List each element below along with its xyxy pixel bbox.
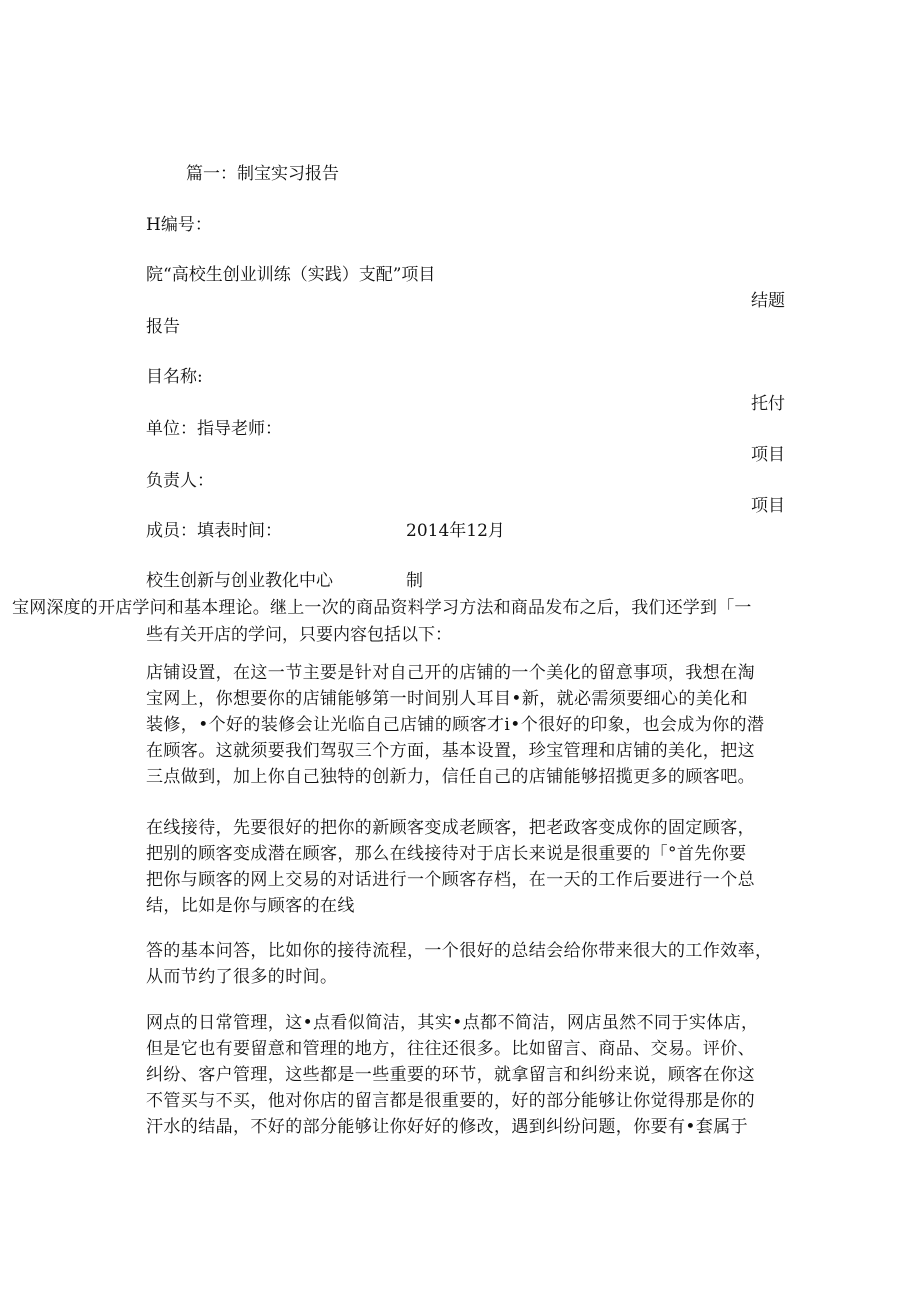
date-value: 2014年12月 <box>406 521 505 541</box>
unit-teacher-label: 单位：指导老师： <box>146 419 282 439</box>
paragraph-store-settings <box>146 660 764 790</box>
paragraph-line: 不管买与不买，他对你店的留言都是很重要的，好的部分能够让你觉得那是你的 <box>146 1091 755 1111</box>
number-label: H编号： <box>146 215 212 235</box>
right-label-tuofu: 托付 <box>751 394 785 414</box>
project-line: 院“高校生创业训练（实践）支配”项目 <box>146 265 436 285</box>
person-in-charge-label: 负责人： <box>146 471 214 491</box>
paragraph-line: 三点做到，加上你自己独特的创新力，信任自己的店铺能够招揽更多的顾客吧。 <box>146 767 755 787</box>
paragraph-line: 但是它也有要留意和管理的地方，往往还很多。比如留言、商品、交易。评价、 <box>146 1039 755 1059</box>
paragraph-line: 装修，•个好的装修会让光临自己店铺的顾客才i•个很好的印象，也会成为你的潜 <box>146 715 765 735</box>
paragraph-line: 店铺设置，在这一节主要是针对自己开的店铺的一个美化的留意事项，我想在淘 <box>146 663 755 683</box>
item-name-label: 目名称: <box>146 367 203 387</box>
paragraph-qa <box>146 938 772 990</box>
center-label: 校生创新与创业教化中心 <box>146 571 333 591</box>
paragraph-line: 在顾客。这就须要我们驾驭三个方面，基本设置，珍宝管理和店铺的美化，把这 <box>146 741 755 761</box>
paragraph-line: 结，比如是你与顾客的在线 <box>146 896 355 916</box>
paragraph-line: 答的基本问答，比如你的接待流程，一个很好的总结会给你带来很大的工作效率， <box>146 941 773 961</box>
right-label-xiangmu-1: 项目 <box>751 445 785 465</box>
paragraph-line: 汗水的结晶，不好的部分能够让你好好的修改，遇到纠纷问题，你要有•套属于 <box>146 1117 749 1137</box>
made-label: 制 <box>406 571 423 591</box>
paragraph-line: 把你与顾客的网上交易的对话进行一个顾客存档，在一天的工作后要进行一个总 <box>146 870 755 890</box>
paragraph-line: 在线接待，先要很好的把你的新顾客变成老顾客，把老政客变成你的固定顾客， <box>146 818 755 838</box>
right-label-jieti: 结题 <box>751 291 785 311</box>
paragraph-daily-management <box>146 1010 758 1140</box>
members-time-label: 成员：填表时间： <box>146 521 282 541</box>
paragraph-line: 宝网上，你想要你的店铺能够第一时间别人耳目•新，就必需须要细心的美化和 <box>146 689 749 709</box>
paragraph-line: 网点的日常管理，这•点看似简洁，其实•点都不简洁，网店虽然不同于实体店， <box>146 1013 759 1033</box>
paragraph-line: 从而节约了很多的时间。 <box>146 967 338 987</box>
paragraph-online-reception <box>146 815 755 919</box>
report-label: 报告 <box>146 317 180 337</box>
doc-title: 篇一：制宝实习报告 <box>186 164 339 184</box>
paragraph-line: 纠纷、客户管理，这些都是一些重要的环节，就拿留言和纠纷来说，顾客在你这 <box>146 1065 755 1085</box>
right-label-xiangmu-2: 项目 <box>751 496 785 516</box>
intro-line-2: 些有关开店的学问，只要内容包括以下： <box>146 625 452 645</box>
paragraph-line: 把别的顾客变成潜在顾客，那么在线接待对于店长来说是很重要的「°首先你要 <box>146 844 747 864</box>
intro-line-1: 宝网深度的开店学问和基本理论。继上一次的商品资料学习方法和商品发布之后，我们还学到「一 <box>12 598 752 618</box>
